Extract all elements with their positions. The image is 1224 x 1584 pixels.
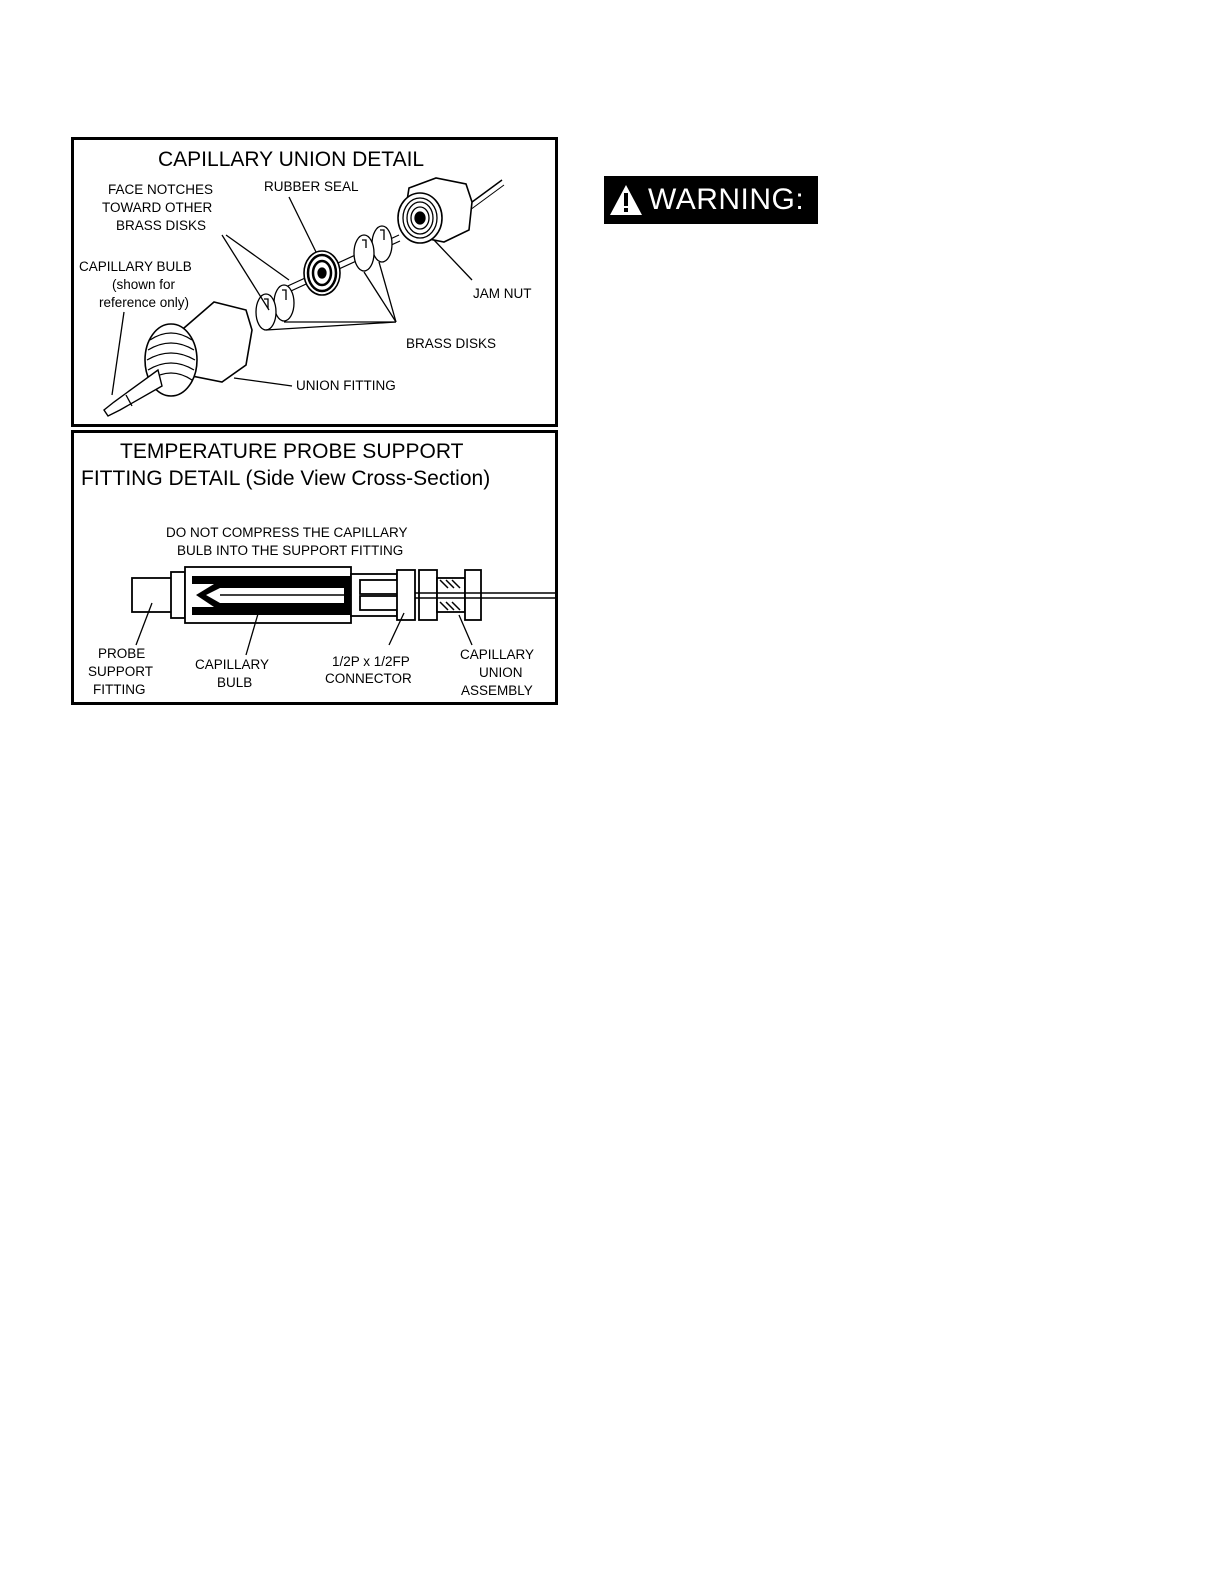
- rubber-seal-shape: [304, 251, 340, 295]
- probe-support-title-2: FITTING DETAIL (Side View Cross-Section): [81, 467, 491, 490]
- label-union-1: CAPILLARY: [460, 647, 535, 662]
- warning-label: WARNING:: [648, 183, 805, 216]
- cross-section-drawing: [132, 567, 555, 655]
- compress-note-2: BULB INTO THE SUPPORT FITTING: [177, 543, 404, 558]
- label-capillary-bulb-3: reference only): [99, 295, 190, 310]
- label-jam-nut: JAM NUT: [473, 286, 532, 301]
- label-bulb-1: CAPILLARY: [195, 657, 270, 672]
- label-union-fitting: UNION FITTING: [296, 378, 396, 393]
- label-bulb-2: BULB: [217, 675, 253, 690]
- label-union-3: ASSEMBLY: [461, 683, 533, 698]
- label-union-2: UNION: [479, 665, 523, 680]
- warning-banner: [604, 176, 818, 224]
- capillary-union-title: CAPILLARY UNION DETAIL: [158, 148, 425, 171]
- label-capillary-bulb-1: CAPILLARY BULB: [79, 259, 192, 274]
- label-probe-1: PROBE: [98, 646, 146, 661]
- probe-support-fitting-panel: [71, 430, 558, 705]
- capillary-union-diagram: [74, 140, 555, 424]
- capillary-union-detail-panel: [71, 137, 558, 427]
- label-connector-1: 1/2P x 1/2FP: [332, 654, 410, 669]
- probe-support-cross-section: [74, 433, 555, 702]
- probe-support-title-1: TEMPERATURE PROBE SUPPORT: [120, 440, 464, 463]
- label-brass-disks: BRASS DISKS: [406, 336, 497, 351]
- jam-nut-shape: [398, 178, 472, 243]
- compress-note-1: DO NOT COMPRESS THE CAPILLARY: [166, 525, 408, 540]
- label-probe-2: SUPPORT: [88, 664, 154, 679]
- label-connector-2: CONNECTOR: [325, 671, 412, 686]
- label-face-notches-2: TOWARD OTHER: [102, 200, 213, 215]
- label-capillary-bulb-2: (shown for: [112, 277, 176, 292]
- warning-triangle-icon: [604, 176, 648, 224]
- label-face-notches-3: BRASS DISKS: [116, 218, 207, 233]
- union-fitting-shape: [104, 302, 252, 416]
- label-probe-3: FITTING: [93, 682, 146, 697]
- label-rubber-seal: RUBBER SEAL: [264, 179, 359, 194]
- label-face-notches-1: FACE NOTCHES: [108, 182, 214, 197]
